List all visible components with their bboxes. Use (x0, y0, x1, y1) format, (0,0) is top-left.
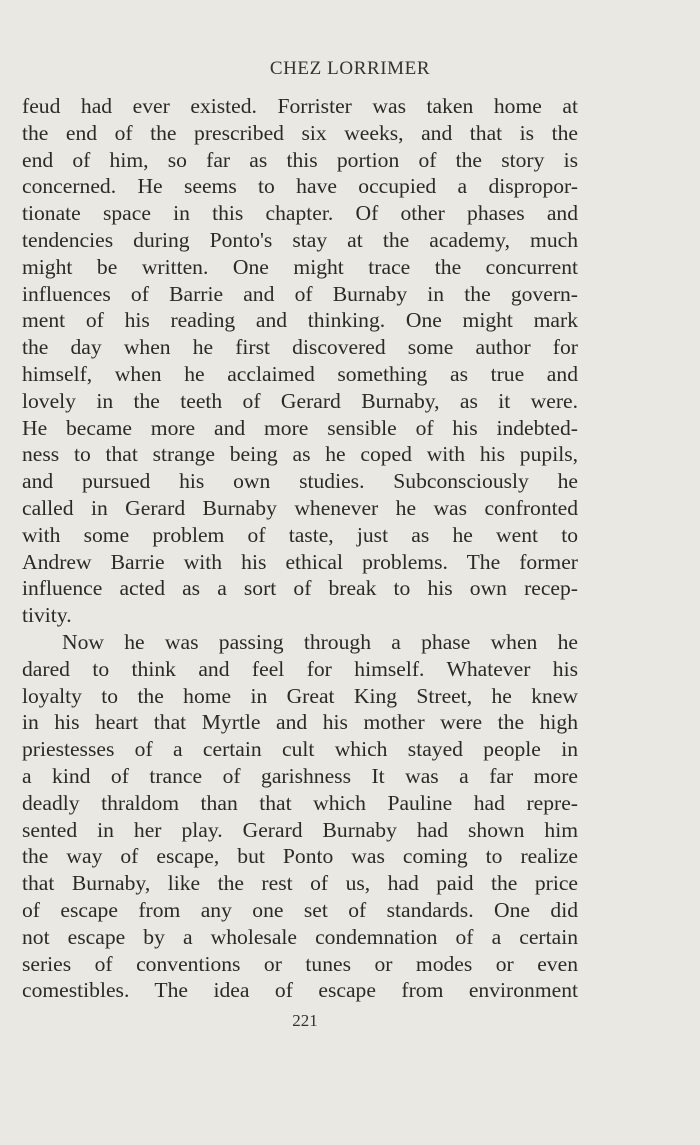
page-number: 221 (292, 1011, 318, 1030)
text-line: influences of Barrie and of Burnaby in the govern- (22, 281, 578, 306)
text-line: series of conventions or tunes or modes or even (22, 951, 578, 976)
text-line: lovely in the teeth of Gerard Burnaby, as it were. (22, 388, 578, 413)
text-line: tendencies during Ponto's stay at the academy, much (22, 227, 578, 252)
text-line: priestesses of a certain cult which stayed people in (22, 737, 578, 762)
text-line: and pursued his own studies. Subconsciously he (22, 469, 578, 494)
text-line: deadly thraldom than that which Pauline had repre- (22, 790, 578, 815)
text-line: ness to that strange being as he coped with his pupils, (22, 442, 578, 467)
text-line: in his heart that Myrtle and his mother were the high (22, 710, 578, 735)
text-line: of escape from any one set of standards. One did (22, 897, 578, 922)
text-line: Now he was passing through a phase when he (62, 629, 578, 654)
text-line: sented in her play. Gerard Burnaby had shown him (22, 817, 578, 842)
text-line: with some problem of taste, just as he went to (22, 522, 578, 547)
text-line: called in Gerard Burnaby whenever he was confronted (22, 495, 578, 520)
text-line: influence acted as a sort of break to his own recep- (22, 576, 578, 601)
text-line: might be written. One might trace the concurrent (22, 254, 578, 279)
text-line: not escape by a wholesale condemnation of a certain (22, 924, 578, 949)
running-head: CHEZ LORRIMER (269, 58, 431, 79)
text-line: that Burnaby, like the rest of us, had paid the price (22, 871, 578, 896)
text-line: tivity. (22, 603, 72, 628)
text-line: the day when he first discovered some author for (22, 335, 578, 360)
body-text (22, 93, 578, 1004)
text-line: ment of his reading and thinking. One might mark (22, 308, 578, 333)
text-line: end of him, so far as this portion of the story is (22, 147, 578, 172)
text-line: a kind of trance of garishness It was a far more (22, 763, 578, 788)
text-line: concerned. He seems to have occupied a dispropor- (22, 174, 578, 199)
text-line: tionate space in this chapter. Of other phases and (22, 201, 578, 226)
text-line: feud had ever existed. Forrister was taken home at (22, 94, 578, 118)
text-line: the end of the prescribed six weeks, and that is the (22, 120, 578, 145)
text-line: loyalty to the home in Great King Street, he knew (22, 683, 578, 708)
text-line: Andrew Barrie with his ethical problems. The former (22, 549, 578, 574)
text-line: comestibles. The idea of escape from environment (22, 978, 578, 1003)
text-line: the way of escape, but Ponto was coming to realize (22, 844, 578, 869)
text-line: himself, when he acclaimed something as true and (22, 361, 578, 386)
text-line: He became more and more sensible of his indebted- (22, 415, 578, 440)
text-line: dared to think and feel for himself. Whatever his (22, 656, 578, 681)
